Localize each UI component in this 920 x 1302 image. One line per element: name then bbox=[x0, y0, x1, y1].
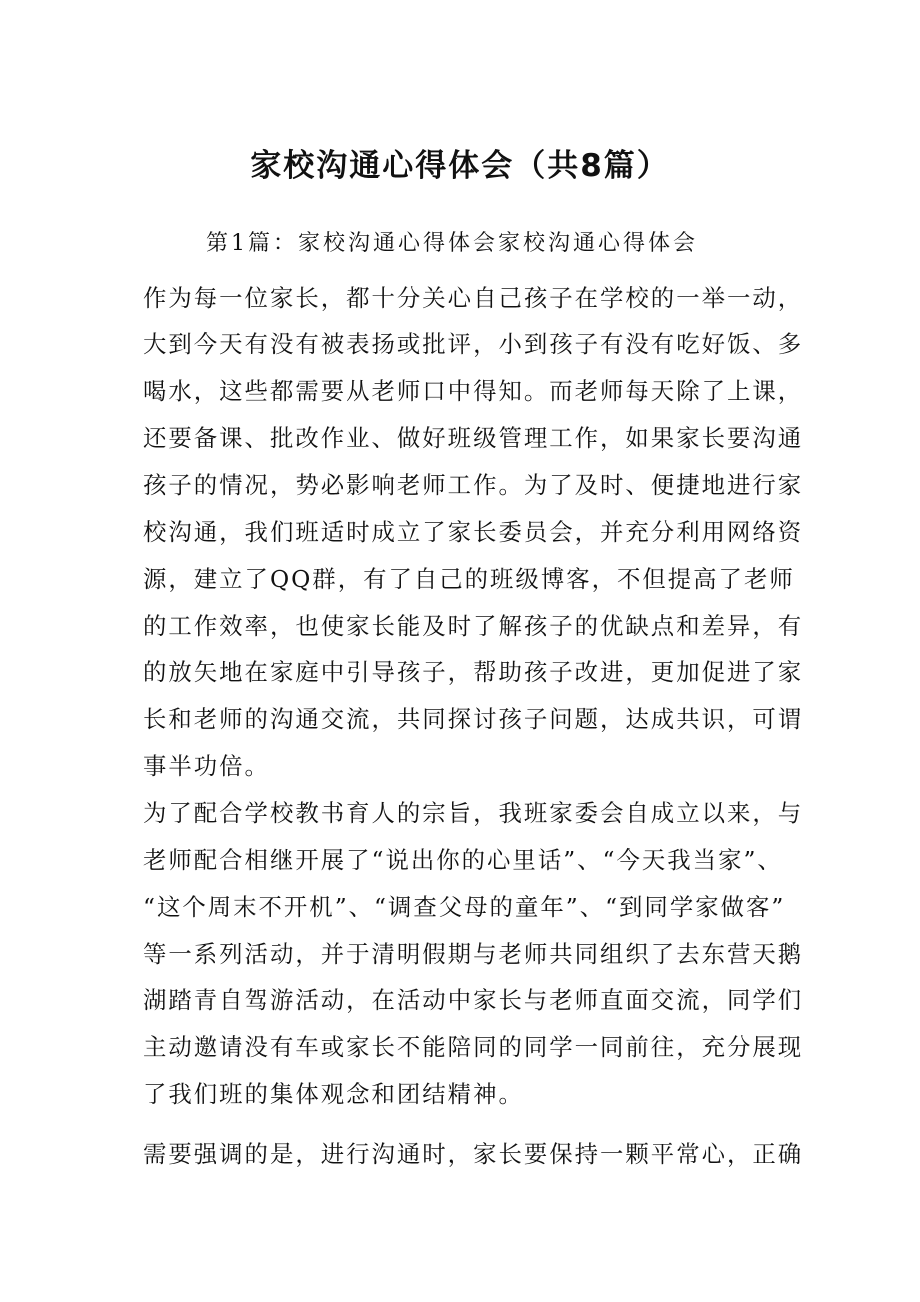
body-line: 为了配合学校教书育人的宗旨，我班家委会自成立以来，与 bbox=[143, 799, 804, 827]
body-line: 的放矢地在家庭中引导孩子，帮助孩子改进，更加促进了家 bbox=[143, 658, 804, 686]
body-line: 等一系列活动，并于清明假期与老师共同组织了去东营天鹅 bbox=[143, 940, 804, 968]
document-title: 家校沟通心得体会（共8篇） bbox=[250, 148, 670, 184]
section-heading: 第1篇：家校沟通心得体会家校沟通心得体会 bbox=[206, 231, 698, 256]
body-line: 校沟通，我们班适时成立了家长委员会，并充分利用网络资 bbox=[143, 518, 804, 546]
body-line: 大到今天有没有被表扬或批评，小到孩子有没有吃好饭、多 bbox=[143, 330, 804, 358]
body-line: 主动邀请没有车或家长不能陪同的同学一同前往，充分展现 bbox=[143, 1033, 804, 1061]
body-line: 需要强调的是，进行沟通时，家长要保持一颗平常心，正确 bbox=[143, 1140, 804, 1168]
body-line: 作为每一位家长，都十分关心自己孩子在学校的一举一动， bbox=[143, 284, 804, 312]
body-line: 事半功倍。 bbox=[143, 752, 270, 780]
body-line: 源，建立了QQ群，有了自己的班级博客，不但提高了老师 bbox=[143, 565, 795, 593]
body-line: 喝水，这些都需要从老师口中得知。而老师每天除了上课， bbox=[143, 377, 804, 405]
body-line: 孩子的情况，势必影响老师工作。为了及时、便捷地进行家 bbox=[143, 471, 804, 499]
body-line: 湖踏青自驾游活动，在活动中家长与老师直面交流，同学们 bbox=[143, 986, 804, 1014]
body-line: 的工作效率，也使家长能及时了解孩子的优缺点和差异，有 bbox=[143, 612, 804, 640]
body-line: 老师配合相继开展了“说出你的心里话”、“今天我当家”、 bbox=[143, 846, 783, 874]
body-line: 了我们班的集体观念和团结精神。 bbox=[143, 1080, 524, 1108]
body-line: 还要备课、批改作业、做好班级管理工作，如果家长要沟通 bbox=[143, 424, 804, 452]
body-line: 长和老师的沟通交流，共同探讨孩子问题，达成共识，可谓 bbox=[143, 705, 804, 733]
body-line: “这个周末不开机”、“调查父母的童年”、“到同学家做客” bbox=[143, 893, 786, 921]
